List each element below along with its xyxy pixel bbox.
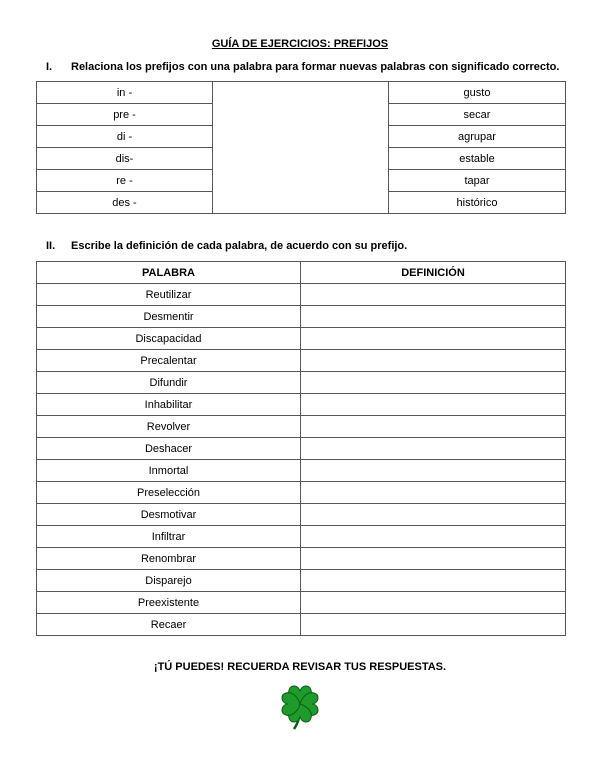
definition-row (37, 592, 566, 614)
word-cell: Preselección (37, 482, 301, 504)
definition-answer-cell[interactable] (301, 284, 566, 306)
word-cell: histórico (389, 192, 566, 214)
word-cell: Infiltrar (37, 526, 301, 548)
column-header-word: PALABRA (37, 262, 301, 284)
word-cell: Deshacer (37, 438, 301, 460)
definition-row (37, 526, 566, 548)
section-2-number: II. (46, 240, 56, 252)
definition-row (37, 394, 566, 416)
definition-row (37, 548, 566, 570)
definition-answer-cell[interactable] (301, 416, 566, 438)
prefix-cell: des - (37, 192, 213, 214)
definition-table-header (37, 262, 566, 284)
word-cell: Inmortal (37, 460, 301, 482)
word-cell: tapar (389, 170, 566, 192)
definition-answer-cell[interactable] (301, 504, 566, 526)
definition-row (37, 350, 566, 372)
prefix-cell: pre - (37, 104, 213, 126)
word-cell: secar (389, 104, 566, 126)
definition-row (37, 416, 566, 438)
word-cell: Reutilizar (37, 284, 301, 306)
definition-table (36, 261, 566, 636)
prefix-matching-table (36, 81, 566, 214)
word-cell: Renombrar (37, 548, 301, 570)
word-cell: Discapacidad (37, 328, 301, 350)
section-1-number: I. (46, 61, 53, 73)
definition-answer-cell[interactable] (301, 570, 566, 592)
definition-answer-cell[interactable] (301, 526, 566, 548)
word-cell: agrupar (389, 126, 566, 148)
definition-row (37, 460, 566, 482)
definition-answer-cell[interactable] (301, 438, 566, 460)
definition-answer-cell[interactable] (301, 460, 566, 482)
definition-row (37, 482, 566, 504)
word-cell: Desmentir (37, 306, 301, 328)
definition-answer-cell[interactable] (301, 482, 566, 504)
definition-row (37, 328, 566, 350)
word-cell: Preexistente (37, 592, 301, 614)
definition-row (37, 284, 566, 306)
definition-answer-cell[interactable] (301, 548, 566, 570)
page-title: GUÍA DE EJERCICIOS: PREFIJOS (211, 38, 389, 50)
word-cell: Precalentar (37, 350, 301, 372)
definition-answer-cell[interactable] (301, 372, 566, 394)
word-cell: Difundir (37, 372, 301, 394)
prefix-cell: dis- (37, 148, 213, 170)
definition-row (37, 372, 566, 394)
definition-answer-cell[interactable] (301, 306, 566, 328)
word-cell: gusto (389, 82, 566, 104)
section-1-instruction: Relaciona los prefijos con una palabra para formar nuevas palabras con significado correcto. (71, 61, 560, 73)
definition-answer-cell[interactable] (301, 614, 566, 636)
word-cell: Recaer (37, 614, 301, 636)
prefix-cell: in - (37, 82, 213, 104)
prefix-cell: di - (37, 126, 213, 148)
word-cell: Disparejo (37, 570, 301, 592)
section-2-heading (46, 240, 407, 252)
section-2-instruction: Escribe la definición de cada palabra, de acuerdo con su prefijo. (71, 240, 408, 252)
definition-row (37, 306, 566, 328)
matching-row (37, 82, 566, 104)
four-leaf-clover-icon (277, 682, 323, 730)
section-1-heading (46, 61, 559, 73)
word-cell: estable (389, 148, 566, 170)
definition-answer-cell[interactable] (301, 350, 566, 372)
word-cell: Inhabilitar (37, 394, 301, 416)
definition-row (37, 570, 566, 592)
column-header-definition: DEFINICIÓN (301, 262, 566, 284)
definition-answer-cell[interactable] (301, 394, 566, 416)
definition-row (37, 614, 566, 636)
definition-row (37, 504, 566, 526)
answer-space-cell[interactable] (213, 82, 389, 214)
definition-answer-cell[interactable] (301, 328, 566, 350)
word-cell: Desmotivar (37, 504, 301, 526)
word-cell: Revolver (37, 416, 301, 438)
definition-answer-cell[interactable] (301, 592, 566, 614)
encouragement-footer: ¡TÚ PUEDES! RECUERDA REVISAR TUS RESPUESTAS. (153, 661, 447, 673)
definition-row (37, 438, 566, 460)
prefix-cell: re - (37, 170, 213, 192)
